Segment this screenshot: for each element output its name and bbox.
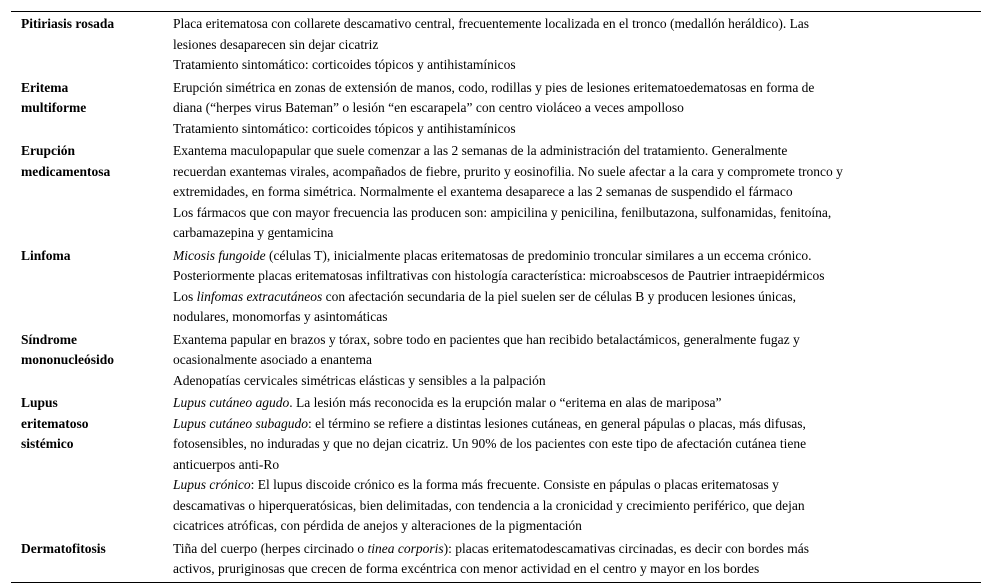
row-term	[11, 139, 173, 244]
term-line: sistémico	[21, 436, 74, 451]
row-term	[11, 12, 173, 76]
description-line: Exantema maculopapular que suele comenzar a las 2 semanas de la administración del tratamiento. Generalmente	[173, 143, 788, 158]
description-line: Exantema papular en brazos y tórax, sobre todo en pacientes que han recibido betalactámicos, generalmente fugaz y	[173, 331, 800, 347]
description-prefix: Los	[173, 288, 197, 304]
description-text: : El lupus discoide crónico es la forma más frecuente. Consiste en pápulas o placas eritematosas y	[250, 477, 779, 492]
term-line: Eritema	[21, 79, 69, 95]
description-line: recuerdan exantemas virales, acompañados de fiebre, prurito y eosinofilia. No suele afectar a la cara y compromete tronco y	[173, 163, 843, 179]
description-line: ocasionalmente asociado a enantema	[173, 352, 373, 367]
term-line: mononucleósido	[21, 352, 115, 367]
italic-term: Micosis fungoide	[173, 247, 266, 263]
description-line	[173, 393, 975, 414]
description-line	[173, 246, 975, 267]
description-text: . La lesión más reconocida es la erupción malar o “eritema en alas de mariposa”	[289, 395, 722, 410]
description-text: con afectación secundaria de la piel suelen ser de células B y producen lesiones únicas,	[322, 288, 797, 304]
row-term	[11, 328, 173, 392]
row-term	[11, 76, 173, 140]
description-line: Los fármacos que con mayor frecuencia las producen son: ampicilina y penicilina, fenilbutazona, sulfonamidas, fenitoína,	[173, 204, 832, 220]
table-row	[11, 537, 981, 580]
description-line	[173, 414, 975, 435]
row-description	[173, 537, 981, 580]
description-text: ): placas eritematodescamativas circinadas, es decir con bordes más	[443, 540, 810, 556]
row-description	[173, 244, 981, 328]
italic-term: tinea corporis	[367, 540, 444, 556]
row-description	[173, 12, 981, 76]
description-line: fotosensibles, no induradas y que no dejan cicatriz. Un 90% de los pacientes con este tipo de afectación cutánea tiene	[173, 436, 807, 451]
description-text: (células T), inicialmente placas eritematosas de predominio troncular similares a un eccema crónico.	[265, 247, 812, 263]
description-line: diana (“herpes virus Bateman” o lesión “en escarapela” con centro violáceo a veces ampolloso	[173, 100, 684, 115]
description-line: nodulares, monomorfas y asintomáticas	[173, 309, 388, 324]
term-line: Dermatofitosis	[21, 540, 106, 556]
term-line: eritematoso	[21, 415, 89, 431]
table-row	[11, 76, 981, 140]
description-text: : el término se refiere a distintas lesiones cutáneas, en general pápulas o placas, más difusas,	[308, 415, 806, 431]
description-line: activos, pruriginosas que crecen de forma excéntrica con menor actividad en el centro y mayor en los bordes	[173, 561, 760, 576]
description-line: Placa eritematosa con collarete descamativo central, frecuentemente localizada en el tronco (medallón heráldico). Las	[173, 16, 810, 31]
dermatology-table	[11, 12, 981, 580]
term-line: Linfoma	[21, 247, 71, 263]
table-row	[11, 12, 981, 76]
table-bottom-rule	[11, 582, 981, 583]
row-term	[11, 391, 173, 537]
row-description	[173, 139, 981, 244]
italic-term: linfomas extracutáneos	[196, 288, 323, 304]
description-line: Tratamiento sintomático: corticoides tópicos y antihistamínicos	[173, 120, 516, 136]
table-body	[11, 12, 981, 580]
term-line: Pitiriasis rosada	[21, 16, 115, 31]
description-line	[173, 287, 975, 308]
description-line: descamativas o hiperqueratósicas, bien delimitadas, con tendencia a la cronicidad y crecimiento periférico, que dejan	[173, 497, 805, 513]
term-line: Erupción	[21, 143, 76, 158]
table-row	[11, 391, 981, 537]
description-line: anticuerpos anti-Ro	[173, 456, 280, 472]
term-line: medicamentosa	[21, 163, 111, 179]
term-line: Lupus	[21, 395, 58, 410]
term-line: multiforme	[21, 100, 87, 115]
description-line	[173, 539, 975, 560]
table-row	[11, 244, 981, 328]
description-line: Tratamiento sintomático: corticoides tópicos y antihistamínicos	[173, 57, 516, 72]
italic-term: Lupus cutáneo agudo	[173, 395, 290, 410]
description-line: extremidades, en forma simétrica. Normalmente el exantema desaparece a las 2 semanas de suspendido el fármaco	[173, 184, 793, 199]
description-line: Erupción simétrica en zonas de extensión de manos, codo, rodillas y pies de lesiones eritematoedematosas en forma de	[173, 79, 815, 95]
definitions-table-container	[11, 11, 981, 583]
row-description	[173, 328, 981, 392]
table-row	[11, 139, 981, 244]
description-line: carbamazepina y gentamicina	[173, 225, 334, 240]
row-term	[11, 537, 173, 580]
row-description	[173, 391, 981, 537]
italic-term: Lupus crónico	[173, 477, 251, 492]
table-row	[11, 328, 981, 392]
description-line: cicatrices atróficas, con pérdida de anejos y alteraciones de la pigmentación	[173, 518, 582, 533]
italic-term: Lupus cutáneo subagudo	[173, 415, 308, 431]
row-description	[173, 76, 981, 140]
term-line: Síndrome	[21, 331, 78, 347]
description-line: lesiones desaparecen sin dejar cicatriz	[173, 36, 379, 52]
row-term	[11, 244, 173, 328]
description-prefix: Tiña del cuerpo (herpes circinado o	[173, 540, 368, 556]
description-line: Posteriormente placas eritematosas infiltrativas con histología característica: microabscesos de Pautrier intraepidérmicos	[173, 268, 825, 283]
description-line: Adenopatías cervicales simétricas elásticas y sensibles a la palpación	[173, 372, 546, 388]
description-line	[173, 475, 975, 496]
